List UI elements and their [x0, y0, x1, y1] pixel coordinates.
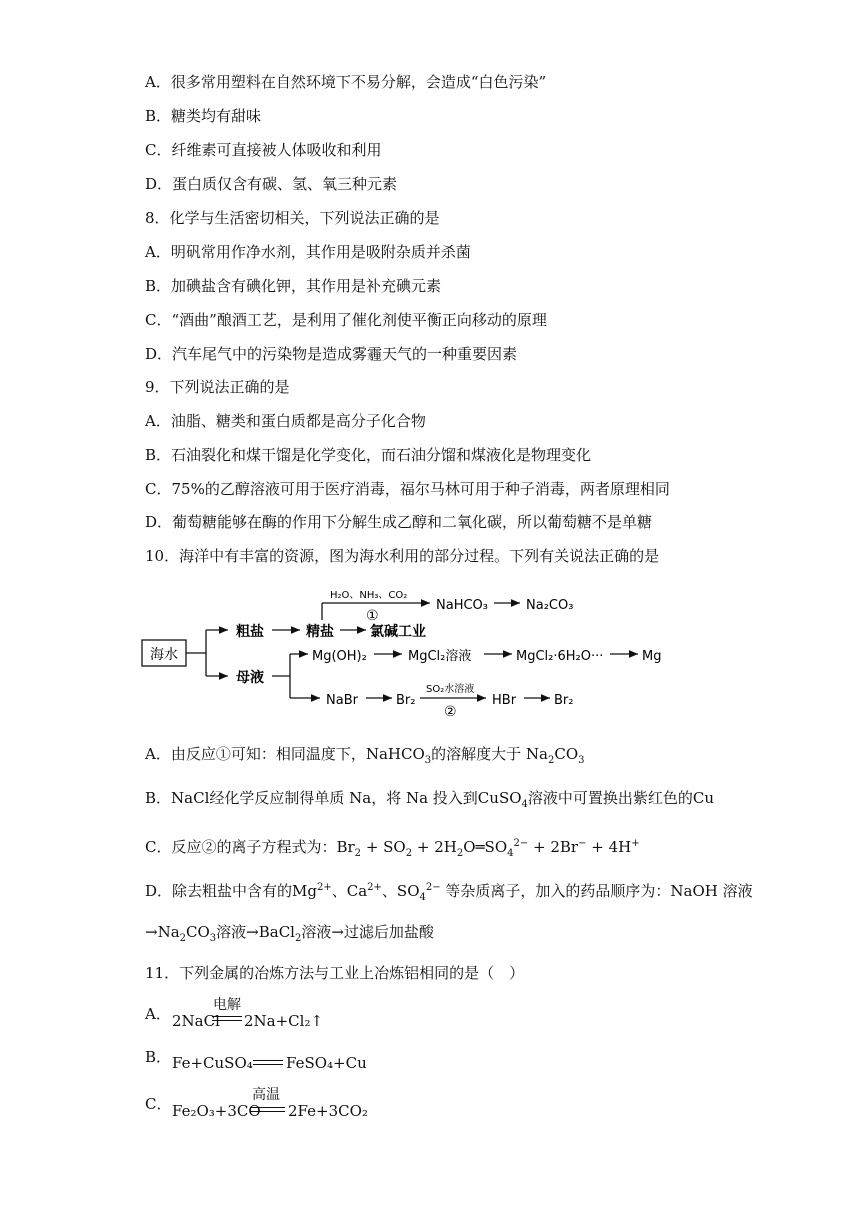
diagram-refined-salt: 精盐: [306, 624, 334, 640]
q11-option-c-label: C．: [145, 1095, 172, 1113]
q7-option-a: A．很多常用塑料在自然环境下不易分解，会造成“白色污染”: [145, 73, 547, 91]
diagram-nabr: NaBr: [326, 693, 358, 708]
diagram-reagents-1: H₂O、NH₃、CO₂: [330, 590, 408, 601]
diagram-br2-a: Br₂: [396, 693, 416, 708]
q10-stem: 10．海洋中有丰富的资源，图为海水利用的部分过程。下列有关说法正确的是: [145, 547, 660, 565]
q9-stem: 9．下列说法正确的是: [145, 378, 290, 396]
q11-option-b-right: FeSO₄+Cu: [286, 1054, 367, 1072]
diagram-mgcl2-hydrate: MgCl₂·6H₂O···: [516, 649, 604, 664]
q10-option-b: B．NaCl经化学反应制得单质 Na，将 Na 投入到CuSO$_4$溶液中可置换出紫红色的Cu: [145, 789, 715, 810]
q7-option-c: C．纤维素可直接被人体吸收和利用: [145, 141, 382, 159]
q10-option-d-continued: $\to Na_2CO_3$溶液→BaCl$_2$溶液→过滤后加盐酸: [145, 923, 434, 944]
diagram-step-2: ②: [444, 704, 457, 718]
diagram-reagent-2: SO₂水溶液: [426, 684, 475, 695]
q9-option-d: D．葡萄糖能够在酶的作用下分解生成乙醇和二氧化碳，所以葡萄糖不是单糖: [145, 513, 653, 531]
q11-option-b-left: Fe+CuSO₄: [172, 1054, 253, 1072]
q11-option-a-condition: 电解: [213, 997, 241, 1013]
diagram-hbr: HBr: [492, 693, 517, 708]
q9-option-c: C．75%的乙醇溶液可用于医疗消毒，福尔马林可用于种子消毒，两者原理相同: [145, 480, 670, 498]
diagram-nahco3: NaHCO₃: [436, 598, 488, 613]
diagram-mgoh2: Mg(OH)₂: [312, 649, 367, 664]
q11-stem: 11．下列金属的冶炼方法与工业上冶炼铝相同的是（ ）: [145, 964, 525, 982]
q8-option-b: B．加碘盐含有碘化钾，其作用是补充碘元素: [145, 277, 442, 295]
q11-option-a-equals: [212, 1016, 242, 1021]
diagram-chlor-alkali: 氯碱工业: [370, 624, 426, 640]
q11-option-b-label: B．: [145, 1048, 172, 1066]
q7-option-d: D．蛋白质仅含有碳、氢、氧三种元素: [145, 175, 398, 193]
q11-option-a-right: 2Na+Cl₂↑: [244, 1012, 324, 1030]
q11-option-c-left: Fe₂O₃+3CO: [172, 1102, 261, 1120]
diagram-br2-b: Br₂: [554, 693, 574, 708]
q8-option-a: A．明矾常用作净水剂，其作用是吸附杂质并杀菌: [145, 243, 471, 261]
diagram-mother-liquor: 母液: [236, 670, 264, 686]
q9-option-b: B．石油裂化和煤干馏是化学变化，而石油分馏和煤液化是物理变化: [145, 446, 592, 464]
q8-option-d: D．汽车尾气中的污染物是造成雾霾天气的一种重要因素: [145, 345, 518, 363]
q11-option-b-equals: [253, 1060, 283, 1065]
q11-option-c-equals: [251, 1107, 285, 1112]
diagram-step-1: ①: [366, 608, 379, 624]
diagram-seawater: 海水: [150, 647, 178, 663]
q7-option-b: B．糖类均有甜味: [145, 107, 262, 125]
diagram-na2co3: Na₂CO₃: [526, 598, 574, 613]
q11-option-a-label: A．: [145, 1005, 171, 1023]
q11-option-a-left: 2NaCl: [172, 1012, 220, 1030]
diagram-crude-salt: 粗盐: [236, 624, 264, 640]
q11-option-c-right: 2Fe+3CO₂: [288, 1102, 368, 1120]
q9-option-a: A．油脂、糖类和蛋白质都是高分子化合物: [145, 412, 426, 430]
q8-stem: 8．化学与生活密切相关，下列说法正确的是: [145, 209, 440, 227]
diagram-mgcl2-solution: MgCl₂溶液: [408, 649, 472, 664]
q10-option-a: A．由反应①可知：相同温度下，NaHCO$_3$的溶解度大于 $Na_2CO_3$: [145, 745, 585, 766]
q8-option-c: C．“酒曲”酿酒工艺，是利用了催化剂使平衡正向移动的原理: [145, 311, 547, 329]
diagram-mg: Mg: [642, 649, 662, 664]
q10-option-c: C．反应②的离子方程式为：$Br_2 + SO_2$ + $2H_2O═SO_4^{2-} + 2Br^- + 4H^+$: [145, 838, 640, 859]
q10-option-d: D．除去粗盐中含有的$Mg^{2+}$、$Ca^{2+}$、$SO_4^{2-}$ 等杂质离子，加入的药品顺序为：NaOH 溶液: [145, 882, 753, 903]
q11-option-c-condition: 高温: [252, 1087, 280, 1103]
seawater-process-diagram: [140, 582, 680, 718]
